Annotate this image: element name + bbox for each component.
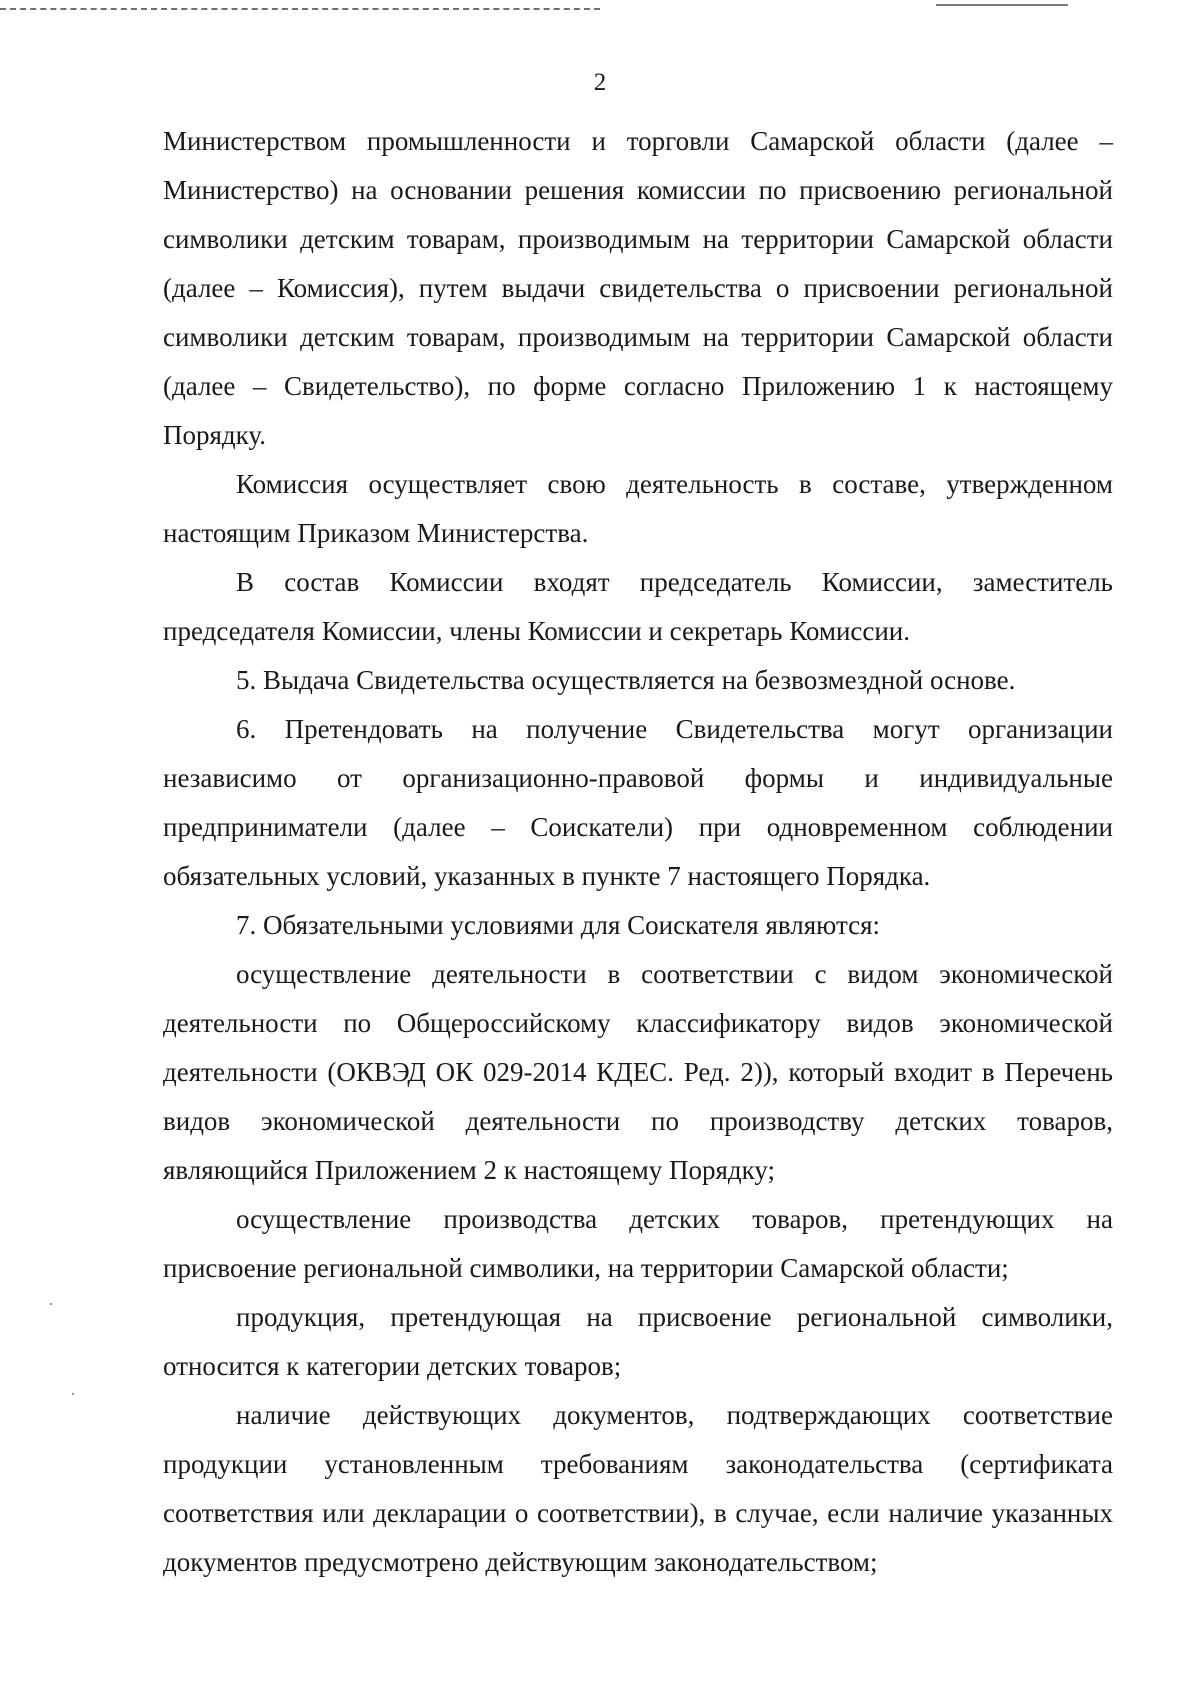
- paragraph-item-6: 6. Претендовать на получение Свидетельства могут организации независимо от организационно-правовой формы и индивидуальные предприниматели (далее – Соискатели) при одновременном соблюдении обязательных условий, указанных в пункте 7 настоящего Порядка.: [163, 714, 1113, 891]
- paragraph-commission-activity: Комиссия осуществляет свою деятельность в составе, утвержденном настоящим Приказом Министерства.: [163, 469, 1113, 548]
- paragraph-commission-composition: В состав Комиссии входят председатель Комиссии, заместитель председателя Комиссии, члены Комиссии и секретарь Комиссии.: [163, 567, 1113, 646]
- page-number: 2: [593, 69, 607, 96]
- paragraph-continuation: Министерством промышленности и торговли Самарской области (далее – Министерство) на основании решения комиссии по присвоению региональной символики детским товарам, производимым на территории Самарской области (далее – Комиссия), путем выдачи свидетельства о присвоении региональной символики детским товарам, производимым на территории Самарской области (далее – Свидетельство), по форме согласно Приложению 1 к настоящему Порядку.: [163, 126, 1113, 450]
- scan-speck: [50, 1303, 52, 1305]
- paragraph-item-7: 7. Обязательными условиями для Соискателя являются:: [236, 910, 881, 940]
- scan-edge-line: [936, 4, 1068, 6]
- paragraph-condition-okved: осуществление деятельности в соответствии с видом экономической деятельности по Общероссийскому классификатору видов экономической деятельности (ОКВЭД ОК 029-2014 КДЕС. Ред. 2)), который входит в Перечень видов экономической деятельности по производству детских товаров, являющийся Приложением 2 к настоящему Порядку;: [163, 959, 1113, 1185]
- paragraph-condition-documents: наличие действующих документов, подтверждающих соответствие продукции установленным требованиям законодательства (сертификата соответствия или декларации о соответствии), в случае, если наличие указанных документов предусмотрено действующим законодательством;: [163, 1400, 1113, 1577]
- scan-edge-dashes: [0, 8, 600, 10]
- paragraph-condition-production: осуществление производства детских товаров, претендующих на присвоение региональной символики, на территории Самарской области;: [163, 1204, 1113, 1283]
- scan-speck: [72, 1393, 74, 1395]
- paragraph-item-5: 5. Выдача Свидетельства осуществляется на безвозмездной основе.: [236, 665, 1016, 695]
- paragraph-condition-category: продукция, претендующая на присвоение региональной символики, относится к категории детских товаров;: [163, 1302, 1113, 1381]
- document-body: [163, 117, 1113, 1587]
